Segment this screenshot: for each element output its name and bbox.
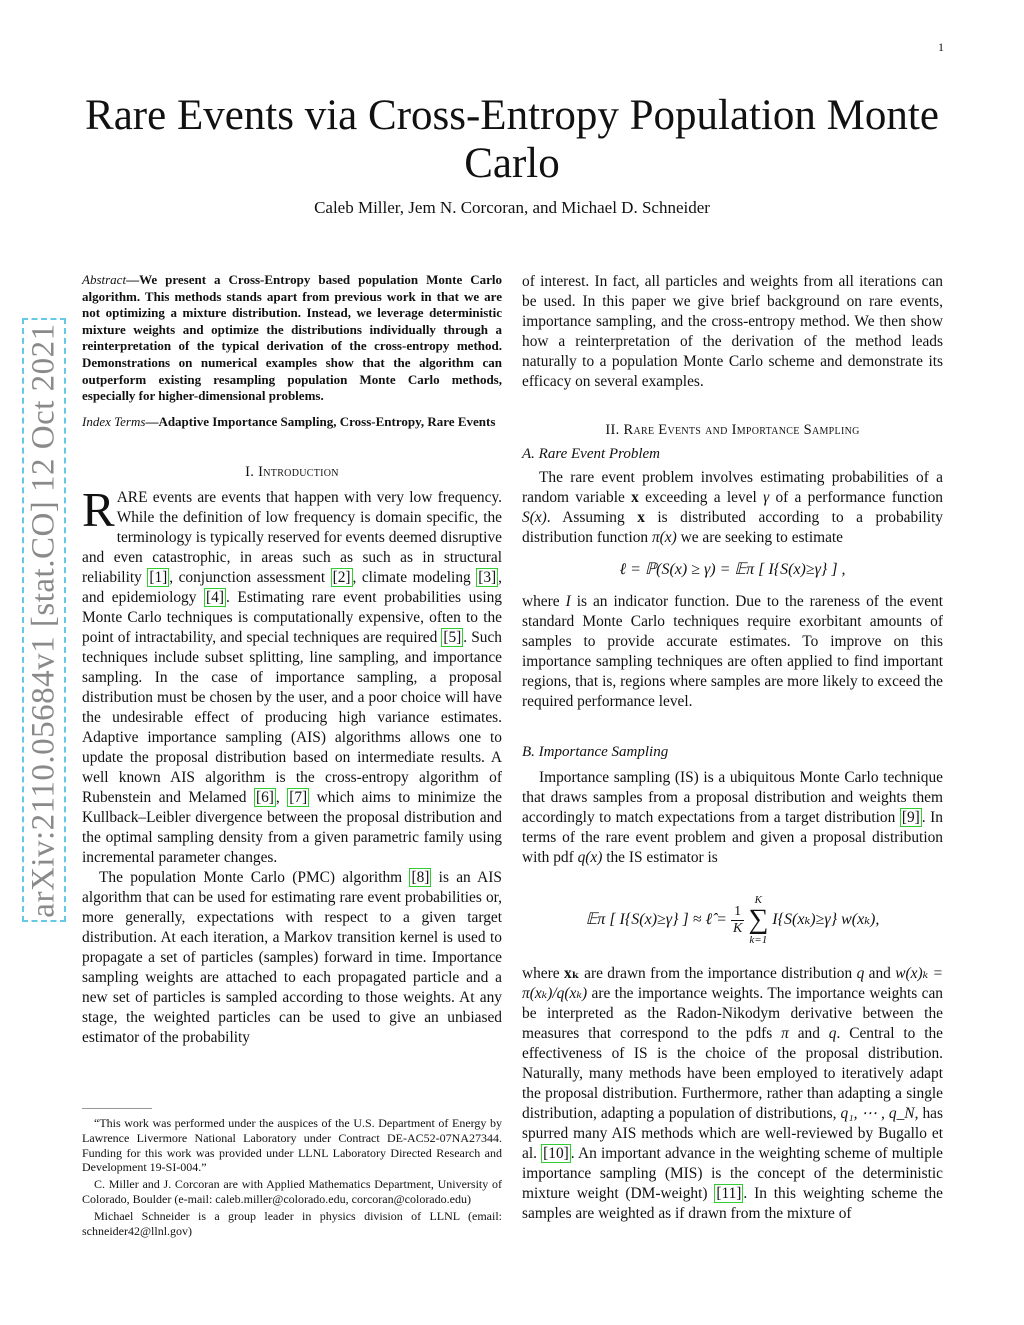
rare-event-paragraph: The rare event problem involves estimating probabilities of a random variable x exceeding a level γ of a performance function S(x). Assuming x is distributed according to a probability distribution function π(x) we are seeking to estimate	[522, 469, 943, 546]
section-number: II.	[605, 422, 624, 438]
index-terms	[82, 414, 502, 431]
citation-link[interactable]: [3]	[478, 569, 497, 587]
equation-rare-event-probability: ℓ = ℙ(S(x) ≥ γ) = 𝔼π [ I{S(x)≥γ} ] ,	[619, 561, 846, 578]
intro-continuation: of interest. In fact, all particles and weights from all iterations can be used. In this paper we give brief background on rare events, importance sampling, and the cross-entropy method. We then show how a reinterpretation of the derivation of the method leads naturally to a population Monte Carlo scheme and demonstrate its efficacy on several examples.	[522, 273, 943, 390]
page-number: 1	[938, 40, 944, 54]
arxiv-stamp-text: arXiv:2110.05684v1 [stat.CO] 12 Oct 2021	[25, 322, 62, 918]
abstract	[82, 272, 502, 405]
citation-link[interactable]: [6]	[255, 789, 274, 807]
abstract-lead: Abstract	[82, 272, 127, 287]
footnotes	[82, 1116, 502, 1240]
index-terms-text: —Adaptive Importance Sampling, Cross-Entropy, Rare Events	[145, 413, 496, 429]
citation-link[interactable]: [9]	[901, 809, 920, 826]
section-heading-rare-events	[522, 420, 943, 440]
abstract-text: —We present a Cross-Entropy based population Monte Carlo algorithm. This methods stands apart from previous work in that we are not optimizing a mixture distribution. Instead, we leverage deterministic mixture weights and optimize the distributions individually through a reinterpretation of the typical derivation of the cross-entropy method. Demonstrations on numerical examples show that the algorithm can outperform existing resampling population Monte Carlo methods, especially for higher-dimensional problems.	[82, 272, 502, 404]
footnote-affiliation: C. Miller and J. Corcoran are with Applied Mathematics Department, University of Colorado, Boulder (e-mail: caleb.miller@colorado.edu, corcoran@colorado.edu)	[82, 1177, 502, 1206]
equation-is-estimator: 𝔼π [ I{S(x)≥γ} ] ≈ ℓ̂ = $\frac{1}{K}$ K ∑ k=1 I{S(xₖ)≥γ} w(xₖ),	[585, 894, 880, 946]
section-title: Rare Events and Importance Sampling	[623, 422, 860, 438]
citation-link[interactable]: [7]	[289, 789, 308, 807]
citation-link[interactable]: [4]	[206, 589, 224, 607]
arxiv-stamp[interactable]	[22, 318, 66, 922]
subsection-heading-rare-event-problem: A. Rare Event Problem	[522, 446, 661, 462]
citation-link[interactable]: [2]	[332, 569, 351, 587]
subsection-heading-importance-sampling: B. Importance Sampling	[522, 744, 669, 760]
paper-title: Rare Events via Cross-Entropy Population Monte Carlo	[85, 92, 939, 187]
citation-link[interactable]: [11]	[716, 1185, 742, 1202]
drop-cap: R	[82, 482, 115, 538]
section-title: Introduction	[258, 464, 339, 481]
left-column	[82, 272, 502, 1048]
indicator-paragraph: where I is an indicator function. Due to the rareness of the event standard Monte Carlo techniques require exorbitant amounts of samples to provide accurate estimates. To improve on this importance sampling techniques are often applied to find important regions, that is, regions where samples are more likely to exceed the required performance level.	[522, 593, 943, 710]
section-heading-introduction	[82, 462, 502, 482]
weights-paragraph: where xₖ are drawn from the importance distribution q and w(x)ₖ = π(xₖ)/q(xₖ) are the importance weights. The importance weights can be interpreted as the Radon-Nikodym derivative between the measures that correspond to the pdfs π and q. Central to the effectiveness of IS is the choice of the proposal distribution. Naturally, many methods have been employed to iteratively adapt the proposal distribution. Furthermore, rather than adapting a single distribution, adapting a population of distributions, q₁, ⋯ , q_N, has spurred many AIS methods which are well-reviewed by Bugallo et al. [10] . An important advance in the weighting scheme of multiple importance sampling (MIS) is the concept of the deterministic mixture weight (DM-weight) [11] . In this weighting scheme the samples are weighted as if drawn from the mixture of	[522, 965, 943, 1222]
citation-link[interactable]: [1]	[149, 569, 168, 587]
index-terms-lead: Index Terms	[82, 413, 146, 429]
intro-paragraph-2: The population Monte Carlo (PMC) algorithm [8] is an AIS algorithm that can be used for estimating rare event probabilities or, more generally, expectations with respect to a given target distribution. At each iteration, a Markov transition kernel is used to propagate a set of particles (samples) forward in time. Importance sampling weights are attached to each propagated particle and a new set of particles is sampled according to those weights. At any stage, the weighted particles can be used to give an unbiased estimator of the probability	[82, 869, 502, 1047]
right-column	[522, 272, 943, 1224]
section-number: I.	[245, 464, 259, 481]
citation-link[interactable]: [8]	[411, 869, 430, 887]
paper-authors: Caleb Miller, Jem N. Corcoran, and Michael D. Schneider	[314, 198, 710, 217]
footnote-schneider: Michael Schneider is a group leader in physics division of LLNL (email: schneider42@llnl.gov)	[82, 1208, 502, 1238]
footnote-rule	[82, 1108, 152, 1109]
footnote-funding: “This work was performed under the auspices of the U.S. Department of Energy by Lawrence Livermore National Laboratory under Contract DE-AC52-07NA27344. Funding for this work was provided under LLNL Laboratory Directed Research and Development 19-SI-004.”	[82, 1116, 502, 1175]
citation-link[interactable]: [10]	[543, 1145, 569, 1162]
importance-sampling-paragraph: Importance sampling (IS) is a ubiquitous Monte Carlo technique that draws samples from a proposal distribution and weights them accordingly to match expectations from a target distribution [9] . In terms of the rare event problem and given a proposal distribution with pdf q(x) the IS estimator is	[522, 769, 943, 866]
intro-paragraph-1: RARE events are events that happen with very low frequency. While the definition of low frequency is domain specific, the terminology is typically reserved for events deemed disruptive and even catastrophic, in areas such as such as in structural reliability [1] , conjunction assessment [2] , climate modeling [3] , and epidemiology [4] . Estimating rare event probabilities using Monte Carlo techniques is computationally expensive, often to the point of intractability, and special techniques are required [5] . Such techniques include subset splitting, line sampling, and importance sampling. In the case of importance sampling, a proposal distribution must be chosen by the user, and a poor choice will have the undesirable effect of producing high variance estimates. Adaptive importance sampling (AIS) algorithms allows one to update the proposal distribution based on intermediate results. A well known AIS algorithm is the cross-entropy algorithm of Rubenstein and Melamed [6] , [7] which aims to minimize the Kullback–Leibler divergence between the proposal distribution and the optimal sampling density from a given parametric family using incremental parameter changes.	[82, 482, 503, 867]
citation-link[interactable]: [5]	[443, 629, 462, 647]
